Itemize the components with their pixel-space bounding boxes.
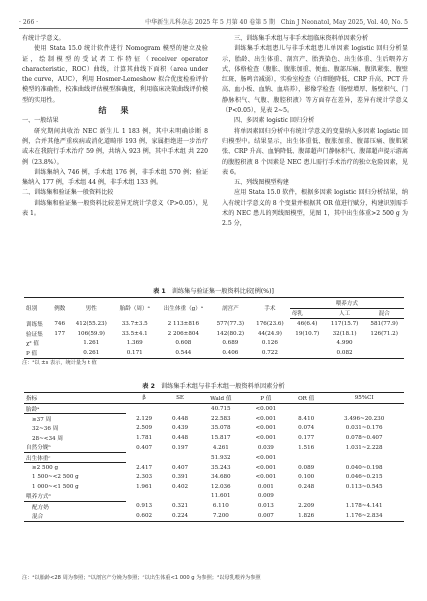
- paragraph: 训练集纳入 746 例，手术组 176 例，非手术组 570 例；验证集纳入 177 例，手术组 44 例，非手术组 133 例。: [22, 168, 208, 187]
- table-cell: 8.410: [298, 415, 315, 422]
- subsection-heading: 二、训练集和验证集一般资料比较: [22, 189, 114, 197]
- col-header: β: [126, 393, 162, 404]
- table-cell: <0.001: [255, 405, 277, 412]
- table-cell: 0.439: [172, 425, 189, 432]
- table1: [24, 297, 404, 359]
- table2-number: 表 2: [142, 383, 155, 390]
- table-cell: 33.5±4.1: [121, 330, 148, 337]
- table-cell: 0.689: [222, 340, 239, 347]
- subsection-heading: 四、多因素 logistic 回归分析: [234, 117, 315, 125]
- table-cell: 0.040~0.198: [345, 464, 383, 471]
- table-cell: 0.074: [298, 425, 315, 432]
- table-cell: 581(77.9): [370, 320, 398, 327]
- table-cell: 0.171: [113, 348, 156, 358]
- table-cell: 0.544: [156, 348, 210, 358]
- table-row: [24, 473, 404, 482]
- table-cell: 412(55.23): [75, 320, 107, 327]
- table-cell: [290, 338, 325, 348]
- table-cell: 0.078~0.407: [345, 434, 383, 441]
- table-cell: 0.321: [172, 503, 189, 510]
- table-cell: 2.129: [136, 415, 153, 422]
- table-cell: 22.583: [211, 415, 231, 422]
- table-cell: 1.369: [126, 340, 143, 347]
- table-cell: 0.082: [325, 348, 365, 358]
- table-row: [24, 452, 404, 462]
- table-cell: 15.817: [211, 434, 231, 441]
- table-cell: 19(10.7): [295, 330, 320, 337]
- table-cell: 1.781: [136, 434, 153, 441]
- table-cell: 117(15.7): [330, 320, 359, 327]
- table-cell: 177: [54, 330, 66, 337]
- table-cell: 1.178~4.141: [345, 503, 383, 510]
- subsection-heading: 五、列线图模型构建: [234, 179, 289, 187]
- table-cell: 0.722: [250, 348, 290, 358]
- table-cell: 0.039: [257, 444, 274, 451]
- table-row: [24, 424, 404, 433]
- table-cell: 51.932: [211, 454, 231, 461]
- table-row: [24, 338, 404, 348]
- row-label: ≥2 500 g: [32, 465, 59, 472]
- row-label: 28~<34 周: [32, 435, 63, 442]
- right-column: [222, 34, 408, 230]
- table-cell: 1.261: [83, 340, 100, 347]
- paragraph: 应用 Stata 15.0 软件，根据多因素 logistic 回归分析结果，纳入有统计学意义的 8 个变量并根据其 OR 值进行赋分，构建识别需手术的 NEC 患儿的列线图模型，见图 1，其中出生体重>2 500 g 为 2.5 分，: [222, 189, 408, 228]
- page-number: · 266 ·: [19, 19, 39, 26]
- table-cell: [126, 492, 162, 502]
- table-cell: [290, 348, 325, 358]
- table-cell: 746: [54, 320, 66, 327]
- table-cell: 35.243: [211, 464, 231, 471]
- table-cell: [162, 452, 198, 462]
- row-label: 自然分娩ᵇ: [24, 443, 126, 453]
- paragraph: 使用 Stata 15.0 统计软件进行 Nomogram 模型的建立及验证，绘制模型的受试者工作特征（receiver operator characteristic，ROC）曲线，计算其曲线下面积（area under the curve，AUC），利用 Hosmer-Lemeshow 拟合优度检验评价模型的准确性，校准曲线评估模型准确度，利用临床决策曲线评价模型的实用性。: [22, 45, 208, 104]
- table-cell: <0.001: [255, 425, 277, 432]
- row-label: 胎龄ᵃ: [24, 404, 126, 414]
- table-cell: 2 113±816: [167, 320, 200, 327]
- table-cell: [162, 492, 198, 502]
- table-cell: 176(23.6): [256, 320, 284, 327]
- table-cell: 33.7±3.5: [121, 320, 148, 327]
- table-cell: 1.826: [288, 511, 324, 521]
- page-header: [19, 14, 408, 29]
- col-header: 母乳: [290, 308, 325, 319]
- table-cell: [50, 348, 69, 358]
- table-cell: 142(80.2): [216, 330, 245, 337]
- table-cell: 32(18.1): [332, 330, 357, 337]
- table-cell: 1.176~2.834: [324, 511, 404, 521]
- table-cell: 0.009: [257, 493, 274, 500]
- table-cell: χ² 值: [26, 341, 40, 348]
- table-cell: 0.177: [298, 434, 315, 441]
- table-cell: 验证集: [26, 331, 43, 338]
- row-label: 配方奶: [32, 504, 49, 511]
- col-header: 手术: [250, 298, 290, 319]
- table1-number: 表 1: [153, 288, 166, 295]
- table-cell: 35.078: [211, 425, 231, 432]
- table-cell: 2.303: [136, 474, 153, 481]
- table-cell: 0.100: [298, 474, 315, 481]
- col-header: OR 值: [288, 393, 324, 404]
- table-cell: 2.417: [136, 464, 153, 471]
- table-cell: <0.001: [255, 434, 277, 441]
- table-cell: 0.448: [172, 415, 189, 422]
- paragraph: 训练集手术组患儿与非手术组患儿单因素 logistic 回归分析显示，胎龄、出生体重、剖宫产、胎粪染色、出生体重、生后喂养方式，体格检查（腹胀、腹胀加重、便血、腹部压痛、腹肌紧张、腹壁红斑、肠鸣音减弱），实验室检查（白细胞降低、CRP 升高、PCT 升高、血小板、血钠、血培养），影像学检查（肠壁增厚、肠壁积气、门静脉积气、气腹、腹腔积液）等方面存在差异，差异有统计学意义（P<0.05），见表 2~5。: [222, 45, 408, 115]
- table-cell: 106(59.9): [77, 330, 105, 337]
- table-cell: 0.113~0.545: [345, 483, 383, 490]
- table-cell: 40.715: [211, 405, 231, 412]
- col-header: 出生体重（g）ᵃ: [156, 298, 210, 319]
- col-header: SE: [162, 393, 198, 404]
- table2-title: 训练集手术组与非手术组一般资料单因素分析: [160, 383, 285, 390]
- table-row: [24, 511, 404, 521]
- table1-title: 训练集与验证集一般资料比较[例(%)]: [171, 288, 274, 295]
- table-cell: 0.046~0.215: [345, 474, 383, 481]
- table1-note: 注：ᵃ以 ±s 表示，统计量为 t 值: [22, 360, 97, 366]
- row-label: 喂养方式ᵈ: [24, 492, 126, 502]
- table-cell: 0.407: [172, 464, 189, 471]
- table-row: [24, 319, 404, 329]
- table-row: [24, 433, 404, 442]
- table2-note: 注：ᵃ以胎龄<28 周为参照；ᵇ以剖宫产分娩为参照；ᶜ以出生体重<1 000 g 为参照；ᵈ以母乳喂养为参照: [22, 575, 261, 581]
- table-cell: 0.913: [136, 503, 153, 510]
- table-cell: <0.001: [255, 454, 277, 461]
- col-header: 剖宫产: [211, 298, 251, 319]
- table-cell: [288, 492, 324, 502]
- col-header: 喂养方式: [290, 298, 404, 309]
- row-label: 出生体重ᶜ: [24, 452, 126, 462]
- table-row: [24, 329, 404, 339]
- table-cell: [364, 338, 404, 348]
- table-cell: 0.001: [257, 483, 274, 490]
- paragraph: 有统计学意义。: [22, 35, 65, 42]
- col-header: P 值: [244, 393, 288, 404]
- table-cell: <0.001: [255, 474, 277, 481]
- table-cell: [162, 404, 198, 414]
- table-cell: 2.509: [136, 425, 153, 432]
- table-cell: [126, 452, 162, 462]
- table-row: [24, 443, 404, 453]
- table-cell: 0.261: [69, 348, 113, 358]
- table-cell: 6.110: [212, 503, 229, 510]
- subsection-heading: 三、训练集手术组与非手术组临床资料单因素分析: [234, 35, 369, 42]
- table-row: [24, 482, 404, 491]
- table-cell: 34.680: [211, 474, 231, 481]
- table-cell: 46(6.4): [297, 320, 318, 327]
- table-cell: 0.013: [257, 503, 274, 510]
- table-cell: 0.402: [172, 483, 189, 490]
- col-header: 95%CI: [324, 393, 404, 404]
- table-cell: [288, 452, 324, 462]
- table2: [24, 392, 404, 522]
- table-cell: 577(77.3): [216, 320, 245, 327]
- table-cell: 0.126: [261, 340, 278, 347]
- row-label: 混合: [24, 511, 126, 521]
- table-cell: 2.209: [298, 503, 315, 510]
- section-heading-results: 结 果: [98, 106, 132, 116]
- table-cell: 0.007: [244, 511, 288, 521]
- table-cell: 0.602: [126, 511, 162, 521]
- col-header: 组别: [24, 298, 50, 319]
- table-cell: 126(71.2): [370, 330, 398, 337]
- table-row: [24, 348, 404, 358]
- table-cell: 0.407: [136, 444, 153, 451]
- paragraph: 训练集和验证集一般资料比较差异无统计学意义（P>0.05），见表 1。: [22, 199, 208, 218]
- table-cell: 0.248: [298, 483, 315, 490]
- subsection-heading: 一、一般结果: [22, 117, 59, 125]
- journal-title: 中华新生儿科杂志 2025 年 5 月第 40 卷第 5 期 Chin J Neonatol, May 2025, Vol. 40, No. 5: [145, 19, 408, 26]
- table-cell: 0.391: [172, 474, 189, 481]
- table-cell: <0.001: [255, 415, 277, 422]
- table-row: [24, 492, 404, 502]
- table-cell: 44(24.9): [257, 330, 282, 337]
- table2-caption: [0, 381, 427, 390]
- col-header: 指标: [24, 393, 126, 404]
- table-row: [24, 501, 404, 511]
- row-label: 1 000~<1 500 g: [32, 483, 79, 490]
- table-cell: 7.200: [198, 511, 244, 521]
- row-label: ≥37 周: [32, 417, 52, 424]
- table-cell: 0.608: [175, 340, 192, 347]
- table-cell: 4.990: [336, 340, 353, 347]
- table-cell: 0.197: [172, 444, 189, 451]
- table-row: [24, 463, 404, 473]
- table-cell: 0.448: [172, 434, 189, 441]
- table-cell: [324, 452, 404, 462]
- table1-caption: [0, 286, 427, 295]
- col-header: 例数: [50, 298, 69, 319]
- table-cell: 1.516: [298, 444, 315, 451]
- table-cell: [324, 404, 404, 414]
- table-cell: [126, 404, 162, 414]
- table-cell: [364, 348, 404, 358]
- table-cell: 1.031~2.228: [345, 444, 383, 451]
- table-cell: 11.601: [211, 493, 231, 500]
- table-cell: [288, 404, 324, 414]
- table-cell: 4.261: [212, 444, 229, 451]
- table-cell: <0.001: [255, 464, 277, 471]
- col-header: Wald 值: [198, 393, 244, 404]
- row-label: 32~36 周: [32, 426, 59, 433]
- paragraph: 将单因素回归分析中有统计学意义的变量纳入多因素 logistic 回归模型中。结果显示，出生体重低、腹胀加重、腹部压痛、腹肌紧张、CRP 升高、血钠降低、腹部超声门静脉积气、腹部超声提示游离的腹腔积液 8 个因素是 NEC 患儿需行手术治疗的独立危险因素，见表 6。: [222, 127, 408, 176]
- table-cell: 0.031~0.176: [345, 425, 383, 432]
- table-cell: 1.961: [136, 483, 153, 490]
- table-cell: [50, 338, 69, 348]
- table-cell: 0.406: [211, 348, 251, 358]
- table-cell: 3.496~20.230: [344, 415, 385, 422]
- table-cell: [324, 492, 404, 502]
- row-label: 1 500~<2 500 g: [32, 474, 79, 481]
- table-row: [24, 404, 404, 414]
- col-header: 胎龄（周）ᵃ: [113, 298, 156, 319]
- left-column: [22, 34, 208, 219]
- table-cell: 0.224: [162, 511, 198, 521]
- col-header: 人工: [325, 308, 365, 319]
- paragraph: 研究期间共收治 NEC 新生儿 1 183 例，其中未明确诊断 8 例，合并其他严重疾病或消化道畸形 193 例，家属拒绝进一步治疗或未在我院行手术治疗 59 例，共纳入 923 例，其中手术组 共 220 例（23.8%）。: [22, 127, 208, 166]
- table-row: [24, 414, 404, 424]
- col-header: 混合: [364, 308, 404, 319]
- table-cell: P 值: [24, 348, 50, 358]
- table-cell: 12.036: [211, 483, 231, 490]
- table-cell: 2 206±804: [167, 330, 200, 337]
- table-cell: 0.089: [298, 464, 315, 471]
- table-cell: 训练集: [26, 321, 43, 328]
- col-header: 男性: [69, 298, 113, 319]
